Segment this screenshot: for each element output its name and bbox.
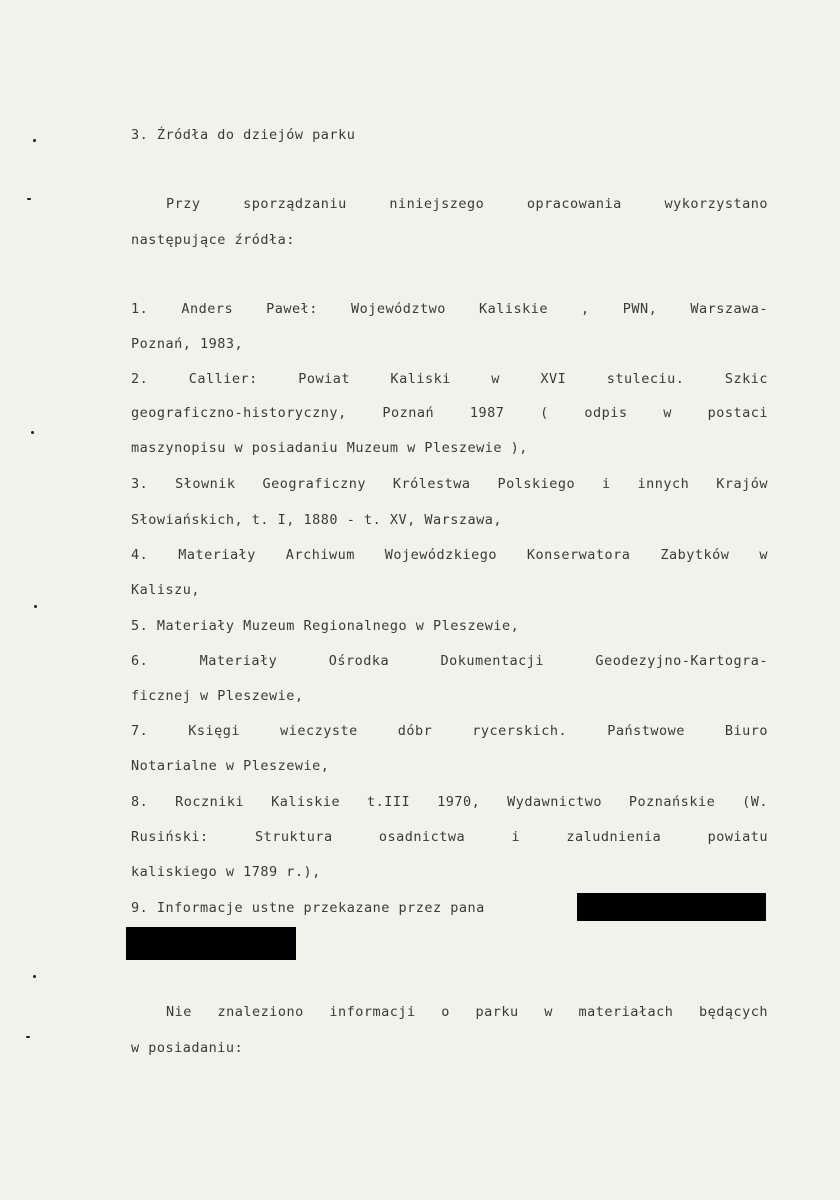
- source-item-9: 9. Informacje ustne przekazane przez pana: [131, 900, 485, 916]
- source-item-6: 6. Materiały Ośrodka Dokumentacji Geodezyjno-Kartogra-: [131, 653, 768, 669]
- source-item-7: 7. Księgi wieczyste dóbr rycerskich. Państwowe Biuro: [131, 723, 768, 739]
- source-item-1-cont: Poznań, 1983,: [131, 336, 244, 352]
- source-item-1: 1. Anders Paweł: Województwo Kaliskie , PWN, Warszawa-: [131, 301, 768, 317]
- margin-mark: [26, 1036, 30, 1038]
- source-item-3: 3. Słownik Geograficzny Królestwa Polskiego i innych Krajów: [131, 476, 768, 492]
- source-item-8-cont: Rusiński: Struktura osadnictwa i zaludnienia powiatu: [131, 829, 768, 845]
- source-item-8-cont: kaliskiego w 1789 r.),: [131, 864, 321, 880]
- intro-line: Przy sporządzaniu niniejszego opracowania wykorzystano: [166, 196, 768, 212]
- margin-mark: [33, 139, 36, 142]
- margin-mark: [34, 605, 37, 608]
- source-item-7-cont: Notarialne w Pleszewie,: [131, 758, 330, 774]
- section-heading: 3. Źródła do dziejów parku: [131, 127, 356, 143]
- source-item-3-cont: Słowiańskich, t. I, 1880 - t. XV, Warszawa,: [131, 512, 502, 528]
- redaction-bar: [577, 893, 766, 921]
- intro-line: następujące źródła:: [131, 232, 295, 248]
- closing-line: Nie znaleziono informacji o parku w materiałach będących: [166, 1004, 768, 1020]
- source-item-2: 2. Callier: Powiat Kaliski w XVI stuleciu. Szkic: [131, 371, 768, 387]
- source-item-6-cont: ficznej w Pleszewie,: [131, 688, 304, 704]
- margin-mark: [27, 198, 31, 200]
- margin-mark: [33, 975, 36, 978]
- redaction-bar: [126, 927, 296, 960]
- source-item-4-cont: Kaliszu,: [131, 582, 201, 598]
- source-item-4: 4. Materiały Archiwum Wojewódzkiego Konserwatora Zabytków w: [131, 547, 768, 563]
- source-item-2-cont: maszynopisu w posiadaniu Muzeum w Pleszewie ),: [131, 440, 528, 456]
- source-item-2-cont: geograficzno-historyczny, Poznań 1987 ( odpis w postaci: [131, 405, 768, 421]
- closing-line: w posiadaniu:: [131, 1040, 244, 1056]
- source-item-8: 8. Roczniki Kaliskie t.III 1970, Wydawnictwo Poznańskie (W.: [131, 794, 768, 810]
- margin-mark: [31, 431, 34, 434]
- source-item-5: 5. Materiały Muzeum Regionalnego w Pleszewie,: [131, 618, 520, 634]
